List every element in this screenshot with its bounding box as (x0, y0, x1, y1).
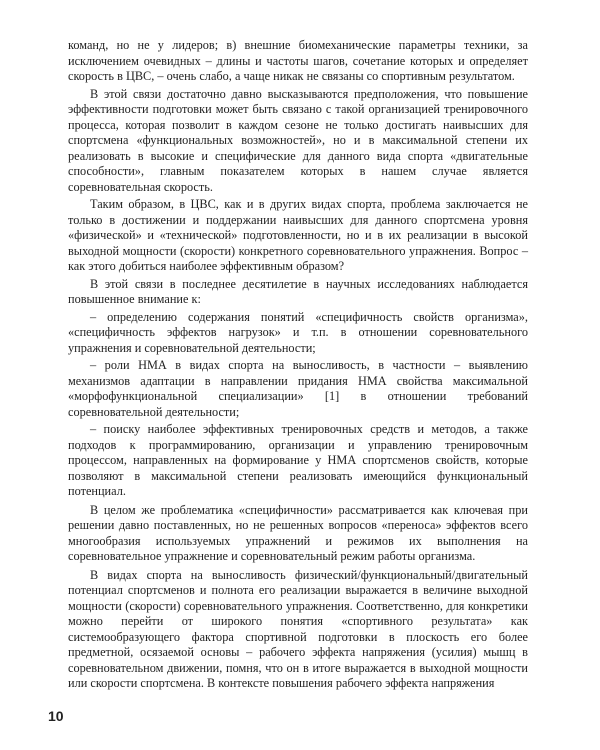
list-item: – определению содержания понятий «специфичность свойств организма», «специфичность эффектов нагрузок» и т.п. в отношении соревновательного упражнения и соревновательной деятельности; (68, 309, 528, 355)
paragraph: В видах спорта на выносливость физический/функциональный/двигательный потенциал спортсменов и полнота его реализации выражается в величине выходной мощности (скорости) соревновательного упражнения. Соответственно, для конкретики можно перейти от широкого понятия «спортивного результата» как системообразующего фактора спортивной подготовки в плоскость его более предметной, осязаемой основы – рабочего эффекта напряжения (усилия) мышц в соревновательном движении, помня, что он в итоге выражается в выходной мощности или скорости спортсмена. В контексте повышения рабочего эффекта напряжения (68, 567, 528, 690)
paragraph: В этой связи достаточно давно высказываются предположения, что повышение эффективности подготовки может быть связано с такой организацией тренировочного процесса, которая позволит в каждом сезоне не только достигать наивысших для спортсмена «функциональных возможностей», но и в максимальной степени их реализовать в высокие и специфические для данного вида спорта «двигательные способности», главным показателем которых в нашем случае является соревновательная скорость. (68, 86, 528, 194)
page-number: 10 (48, 708, 64, 724)
list-item: – поиску наиболее эффективных тренировочных средств и методов, а также подходов к программированию, организации и управлению тренировочным процессом, направленных на формирование у НМА спортсменов свойств, которые позволяют в максимальной степени реализовать имеющийся функциональный потенциал. (68, 422, 528, 498)
paragraph: В этой связи в последнее десятилетие в научных исследованиях наблюдается повышенное внимание к: (68, 276, 528, 306)
body-text (68, 38, 528, 694)
list-item: – роли НМА в видах спорта на выносливость, в частности – выявлению механизмов адаптации в направлении придания НМА свойства максимальной «морфофункциональной специализации» [1] в отношении требований соревновательной деятельности; (68, 358, 528, 419)
paragraph: Таким образом, в ЦВС, как и в других видах спорта, проблема заключается не только в достижении и поддержании наивысших для данного спортсмена уровня «физической» и «технической» подготовленности, но и в их реализации в высокой выходной мощности (скорости) конкретного соревновательного упражнения. Вопрос – как этого добиться наиболее эффективным образом? (68, 197, 528, 273)
paragraph-continuation: команд, но не у лидеров; в) внешние биомеханические параметры техники, за исключением очевидных – длины и частоты шагов, сочетание которых и определяет скорость в ЦВС, – очень слабо, а чаще никак не связаны со спортивным результатом. (68, 38, 528, 83)
paragraph: В целом же проблематика «специфичности» рассматривается как ключевая при решении давно поставленных, но не решенных вопросов «переноса» эффектов всего многообразия используемых упражнений и режимов их выполнения на соревновательное упражнение и соревновательный режим работы организма. (68, 502, 528, 563)
